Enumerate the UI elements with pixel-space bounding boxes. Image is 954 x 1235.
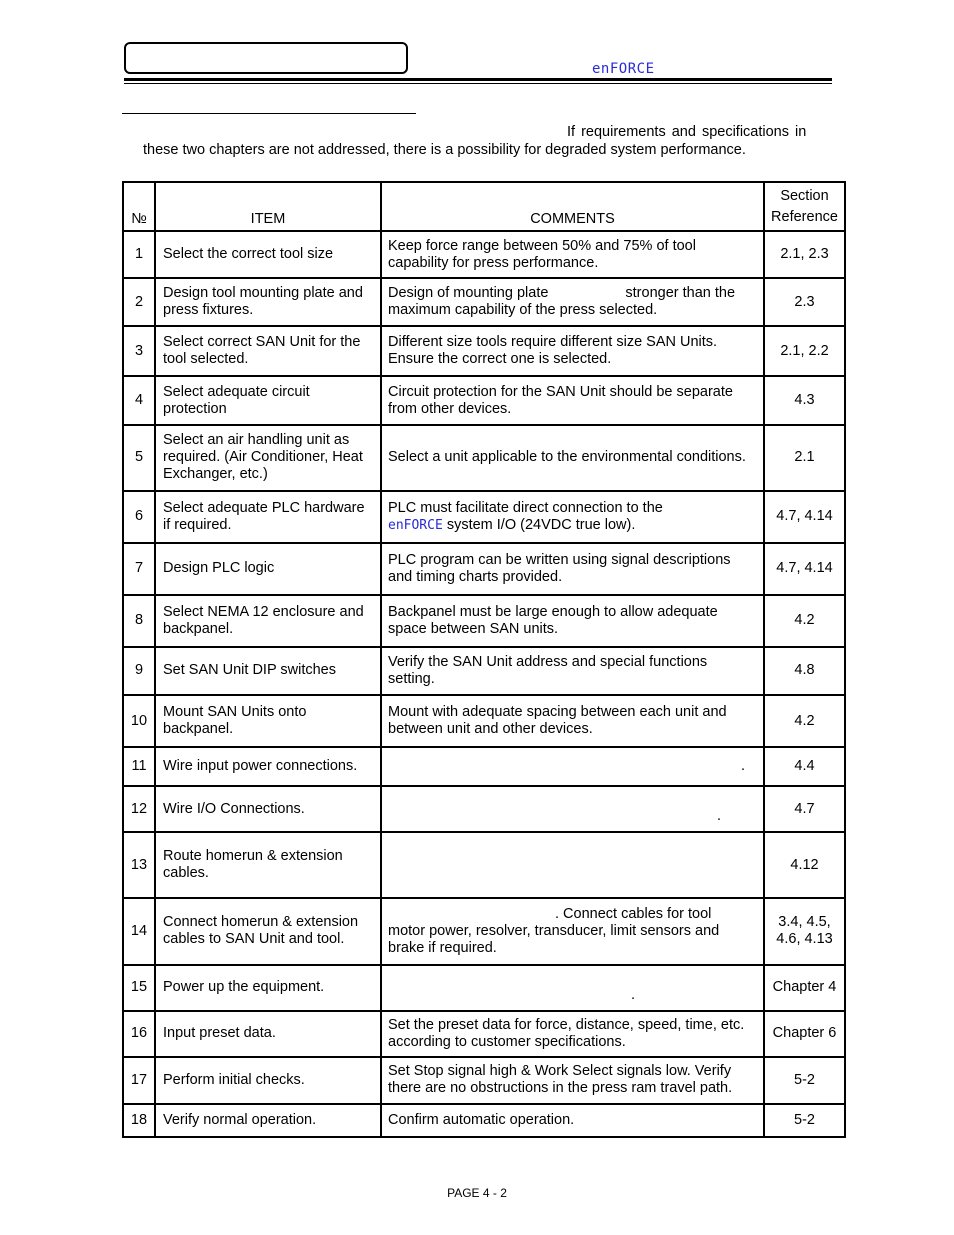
row-comment: .: [381, 747, 764, 786]
row-item: Connect homerun & extension cables to SAN Unit and tool.: [155, 898, 381, 964]
col-header-section-reference: [764, 182, 845, 231]
row-number: 6: [123, 491, 155, 543]
row-item: Route homerun & extension cables.: [155, 832, 381, 898]
row-comment: Mount with adequate spacing between each unit and between unit and other devices.: [381, 695, 764, 747]
table-row: [123, 543, 845, 595]
row-item: Design tool mounting plate and press fixtures.: [155, 278, 381, 326]
row-item: Verify normal operation.: [155, 1104, 381, 1137]
row-number: 16: [123, 1011, 155, 1057]
row-number: 14: [123, 898, 155, 964]
row-section-ref: 4.2: [764, 695, 845, 747]
row-section-ref: 4.12: [764, 832, 845, 898]
col-header-item: ITEM: [155, 182, 381, 231]
row-number: 17: [123, 1057, 155, 1104]
row-number: 12: [123, 786, 155, 832]
comment-part-b: system I/O (24VDC true low).: [446, 516, 636, 533]
row-section-ref: 4.3: [764, 376, 845, 425]
row-item: Select adequate PLC hardware if required.: [155, 491, 381, 543]
row-number: 10: [123, 695, 155, 747]
row-comment: [381, 898, 764, 964]
row-comment: Set Stop signal high & Work Select signals low. Verify there are no obstructions in the press ram travel path.: [381, 1057, 764, 1104]
col-header-comments: COMMENTS: [381, 182, 764, 231]
row-item: Select adequate circuit protection: [155, 376, 381, 425]
comment-part-a: PLC must facilitate direct connection to the: [388, 499, 663, 516]
row-item: Design PLC logic: [155, 543, 381, 595]
header-title-box: [124, 42, 408, 74]
table-row: [123, 786, 845, 832]
header-rule-thick: [124, 78, 832, 81]
intro-line-1: If requirements and specifications in: [567, 124, 807, 140]
table-row: [123, 231, 845, 278]
row-number: 18: [123, 1104, 155, 1137]
ref-header-line2: Reference: [771, 208, 838, 225]
row-section-ref: Chapter 6: [764, 1011, 845, 1057]
row-section-ref: Chapter 4: [764, 965, 845, 1011]
row-number: 3: [123, 326, 155, 376]
row-item: Mount SAN Units onto backpanel.: [155, 695, 381, 747]
row-section-ref: 4.4: [764, 747, 845, 786]
row-comment: Different size tools require different size SAN Units. Ensure the correct one is selected.: [381, 326, 764, 376]
row-number: 9: [123, 647, 155, 695]
row-number: 11: [123, 747, 155, 786]
row-comment: .: [381, 965, 764, 1011]
table-row: [123, 376, 845, 425]
row-number: 5: [123, 425, 155, 490]
row-comment: Circuit protection for the SAN Unit should be separate from other devices.: [381, 376, 764, 425]
header-rule-thin: [124, 83, 832, 84]
row-number: 13: [123, 832, 155, 898]
comment-part-a: Design of mounting plate: [388, 285, 549, 302]
row-section-ref: 2.1, 2.2: [764, 326, 845, 376]
row-section-ref: [764, 898, 845, 964]
row-section-ref: 4.7, 4.14: [764, 491, 845, 543]
row-section-ref: 2.3: [764, 278, 845, 326]
page-number: PAGE 4 - 2: [447, 1186, 507, 1200]
table-row: [123, 832, 845, 898]
ref-line-a: 3.4, 4.5,: [778, 914, 831, 931]
table-row: [123, 695, 845, 747]
table-row: [123, 965, 845, 1011]
row-item: Select NEMA 12 enclosure and backpanel.: [155, 595, 381, 647]
section-heading-rule: [122, 113, 416, 114]
row-number: 15: [123, 965, 155, 1011]
table-row: [123, 647, 845, 695]
row-comment: Keep force range between 50% and 75% of tool capability for press performance.: [381, 231, 764, 278]
row-comment: Confirm automatic operation.: [381, 1104, 764, 1137]
row-comment: .: [381, 786, 764, 832]
col-header-no: №: [123, 182, 155, 231]
row-section-ref: 4.7: [764, 786, 845, 832]
row-section-ref: 2.1, 2.3: [764, 231, 845, 278]
row-comment: [381, 278, 764, 326]
table-row: [123, 1057, 845, 1104]
row-section-ref: 5-2: [764, 1104, 845, 1137]
comment-part-a: . Connect cables for tool: [555, 905, 712, 922]
row-number: 2: [123, 278, 155, 326]
table-header-row: [123, 182, 845, 231]
row-section-ref: 5-2: [764, 1057, 845, 1104]
table-row: [123, 595, 845, 647]
row-item: Select the correct tool size: [155, 231, 381, 278]
table-row: [123, 747, 845, 786]
row-item: Perform initial checks.: [155, 1057, 381, 1104]
row-section-ref: 4.7, 4.14: [764, 543, 845, 595]
table-row: [123, 326, 845, 376]
intro-line-2: these two chapters are not addressed, there is a possibility for degraded system performance.: [143, 142, 746, 158]
row-section-ref: 4.8: [764, 647, 845, 695]
row-number: 8: [123, 595, 155, 647]
row-comment: PLC program can be written using signal descriptions and timing charts provided.: [381, 543, 764, 595]
ref-line-b: 4.6, 4.13: [776, 931, 833, 948]
comment-part-b: motor power, resolver, transducer, limit sensors and brake if required.: [388, 922, 720, 956]
row-number: 7: [123, 543, 155, 595]
row-item: Input preset data.: [155, 1011, 381, 1057]
row-comment: Verify the SAN Unit address and special functions setting.: [381, 647, 764, 695]
row-comment: Set the preset data for force, distance, speed, time, etc. according to customer specifications.: [381, 1011, 764, 1057]
row-section-ref: 2.1: [764, 425, 845, 490]
row-number: 4: [123, 376, 155, 425]
table-row: [123, 491, 845, 543]
table-row: [123, 1011, 845, 1057]
row-number: 1: [123, 231, 155, 278]
brand-logo: enFORCE: [592, 61, 655, 77]
comment-part-b: stronger than the maximum capability of the press selected.: [388, 285, 736, 319]
row-item: Select correct SAN Unit for the tool selected.: [155, 326, 381, 376]
row-comment: Backpanel must be large enough to allow adequate space between SAN units.: [381, 595, 764, 647]
row-item: Power up the equipment.: [155, 965, 381, 1011]
setup-checklist-table: [122, 181, 846, 1138]
table-row: [123, 278, 845, 326]
brand-logo-inline: enFORCE: [388, 517, 443, 533]
row-item: Set SAN Unit DIP switches: [155, 647, 381, 695]
row-section-ref: 4.2: [764, 595, 845, 647]
table-row: [123, 898, 845, 964]
table-row: [123, 425, 845, 490]
row-comment: [381, 491, 764, 543]
row-item: Wire I/O Connections.: [155, 786, 381, 832]
row-item: Select an air handling unit as required. (Air Conditioner, Heat Exchanger, etc.): [155, 425, 381, 490]
row-comment: [381, 832, 764, 898]
table-row: [123, 1104, 845, 1137]
row-comment: Select a unit applicable to the environmental conditions.: [381, 425, 764, 490]
row-item: Wire input power connections.: [155, 747, 381, 786]
ref-header-line1: Section: [780, 187, 829, 204]
